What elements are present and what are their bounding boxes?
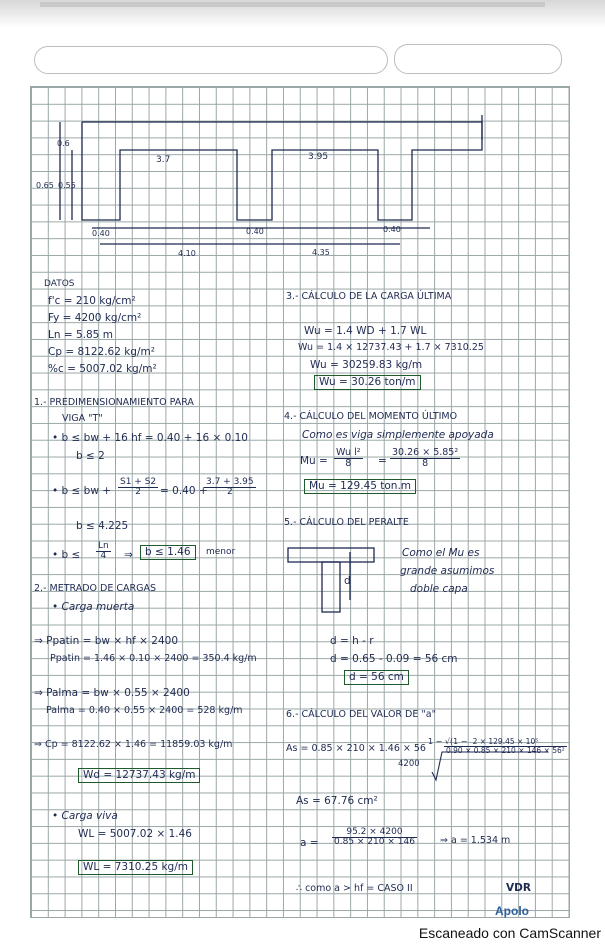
s1-line2a: • b ≤ bw + — [52, 485, 112, 497]
s2-title: 2.- METRADO DE CARGAS — [34, 583, 157, 594]
dim-065: 0.65 — [36, 181, 54, 190]
s1-frac1: $\frac{S1 + S2}{2}$ — [120, 477, 157, 497]
datos-title: DATOS — [44, 279, 75, 289]
s2-line4: Palma = 0.40 × 0.55 × 2400 = 528 kg/m — [46, 705, 243, 716]
s4-mu-a: Mu = — [300, 455, 328, 467]
s1-title: 1.- PREDIMENSIONAMIENTO PARA — [34, 397, 194, 408]
s3-line3: Wu = 30259.83 kg/m — [310, 359, 423, 371]
dim-410: 4.10 — [178, 249, 196, 258]
s4-title: 4.- CÁLCULO DEL MOMENTO ÚLTIMO — [284, 411, 458, 422]
s4-frac1: $\frac{\text{Wu l²}}{8}$ — [336, 447, 361, 469]
s2-line3: ⇒ Palma = bw × 0.55 × 2400 — [34, 687, 190, 699]
s2-carga-muerta: • Carga muerta — [52, 601, 135, 613]
camscanner-watermark: Escaneado con CamScanner — [418, 925, 601, 941]
s5-line2: d = 0.65 - 0.09 = 56 cm — [330, 653, 458, 665]
s6-a-label: a = — [300, 837, 319, 849]
s6-a-result: ⇒ a = 1.534 m — [440, 835, 511, 846]
s2-line2: Ppatin = 1.46 × 0.10 × 2400 = 350.4 kg/m — [50, 653, 257, 664]
datos-ln: Ln = 5.85 m — [48, 329, 113, 341]
datos-fc: f'c = 210 kg/cm² — [48, 295, 136, 307]
s2-line1: ⇒ Ppatin = bw × hf × 2400 — [34, 635, 179, 647]
s5-title: 5.- CÁLCULO DEL PERALTE — [284, 517, 409, 528]
s1-frac3: $\frac{Ln}{4}$ — [98, 541, 109, 561]
s6-title: 6.- CÁLCULO DEL VALOR DE "a" — [286, 709, 436, 720]
s5-note2: grande asumimos — [400, 565, 495, 577]
s1-line1b: b ≤ 2 — [76, 450, 105, 462]
s6-frac-root: $\frac{\text{2 × 129.45 × 10⁵}}{\text{0.90 × 0.85 × 210 × 146 × 56²}}$ — [446, 737, 565, 755]
s1-line3: b ≤ 4.225 — [76, 520, 129, 532]
s6-as-den: 4200 — [398, 759, 420, 769]
s1-subtitle: VIGA "T" — [62, 413, 103, 424]
s5-d-label: d — [344, 575, 351, 587]
s6-as-bracket: 1 − √(1 − — [428, 737, 468, 746]
s4-frac2: $\frac{\text{30.26 × 5.85²}}{8}$ — [392, 447, 459, 469]
s2-wl: WL = 5007.02 × 1.46 — [78, 828, 192, 840]
dim-06: 0.6 — [57, 139, 70, 148]
s5-note3: doble capa — [410, 583, 468, 595]
datos-cp: Cp = 8122.62 kg/m² — [48, 346, 155, 358]
datos-fy: Fy = 4200 kg/cm² — [48, 312, 142, 324]
s4-note: Como es viga simplemente apoyada — [302, 429, 494, 441]
s6-as-result: As = 67.76 cm² — [296, 795, 378, 807]
s6-frac-a: $\frac{95.2 \times 4200}{0.85 \times 210 \times 146}$ — [334, 827, 415, 847]
s3-title: 3.- CÁLCULO DE LA CARGA ÚLTIMA — [286, 291, 452, 302]
s5-box: d = 56 cm — [344, 670, 409, 685]
datos-cv: %c = 5007.02 kg/m² — [48, 363, 157, 375]
s2-carga-viva: • Carga viva — [52, 810, 118, 822]
dim-435: 4.35 — [312, 248, 330, 257]
dim-040-c: 0.40 — [383, 225, 401, 234]
s5-note1: Como el Mu es — [402, 547, 480, 559]
s2-wd-box: Wd = 12737.43 kg/m — [78, 768, 200, 783]
s3-line1: Wu = 1.4 WD + 1.7 WL — [304, 325, 427, 337]
dim-040-b: 0.40 — [246, 227, 264, 236]
s2-wl-box: WL = 7310.25 kg/m — [78, 860, 193, 875]
s1-line2b: = 0.40 + — [160, 485, 208, 497]
s4-box: Mu = 129.45 ton.m — [304, 479, 416, 494]
dim-395: 3.95 — [308, 152, 329, 162]
s3-box: Wu = 30.26 ton/m — [314, 375, 421, 390]
dim-055: 0.55 — [58, 181, 76, 190]
s1-line4b: ⇒ — [124, 549, 133, 561]
s6-as-a: As = 0.85 × 210 × 1.46 × 56 — [286, 743, 426, 754]
s1-frac2: $\frac{3.7 + 3.95}{2}$ — [206, 477, 254, 497]
s1-line1: • b ≤ bw + 16 hf = 0.40 + 16 × 0.10 — [52, 432, 248, 444]
dim-040-a: 0.40 — [92, 229, 110, 238]
s6-verify: VDR — [506, 882, 531, 894]
dim-37: 3.7 — [156, 155, 171, 165]
s2-line5: ⇒ Cp = 8122.62 × 1.46 = 11859.03 kg/m — [34, 739, 233, 750]
apolo-brand: Apolo — [495, 904, 529, 918]
s4-eq: = — [378, 455, 387, 467]
s6-conclusion: ∴ como a > hf = CASO II — [296, 883, 413, 894]
s3-line2: Wu = 1.4 × 12737.43 + 1.7 × 7310.25 — [298, 342, 484, 353]
s5-line1: d = h - r — [330, 635, 374, 647]
s1-menor: menor — [206, 547, 236, 557]
s1-result-box: b ≤ 1.46 — [140, 545, 196, 560]
s1-line4a: • b ≤ — [52, 549, 81, 561]
